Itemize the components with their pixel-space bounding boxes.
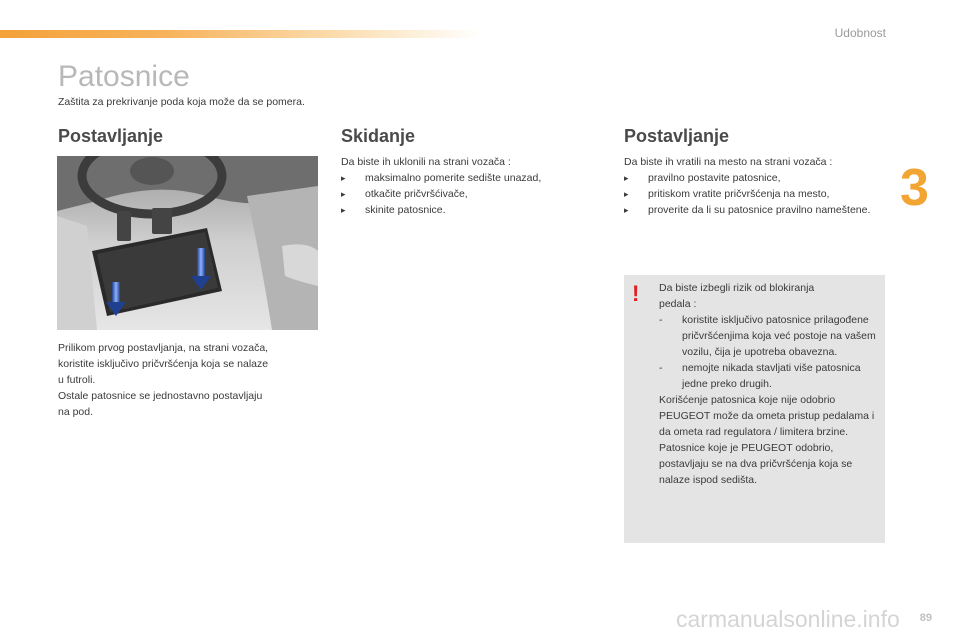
page-subtitle: Zaštita za prekrivanje poda koja može da se pomera. bbox=[58, 96, 305, 108]
warning-paragraph: Korišćenje patosnica koje nije odobrio PEUGEOT može da ometa pristup pedalama i da ometa rad regulatora / limitera brzine. bbox=[659, 394, 875, 438]
list-item: ▸ pritiskom vratite pričvršćenja na mesto, bbox=[624, 188, 830, 200]
page-number: 89 bbox=[919, 612, 932, 624]
text-line: Prilikom prvog postavljanja, na strani vozača, bbox=[58, 342, 269, 354]
removal-heading: Skidanje bbox=[341, 126, 416, 146]
install-heading-right: Postavljanje bbox=[624, 126, 730, 146]
list-item: - nemojte nikada stavljati više patosnica jedne preko drugih. bbox=[659, 362, 861, 390]
list-item: ▸ pravilno postavite patosnice, bbox=[624, 172, 781, 184]
text-line: koristite isključivo pričvršćenja koja se nalaze bbox=[58, 358, 269, 370]
bullet-icon: ▸ bbox=[624, 205, 629, 215]
list-item: ▸ maksimalno pomerite sedište unazad, bbox=[341, 172, 542, 184]
warning-paragraph: Patosnice koje je PEUGEOT odobrio, postavljaju se na dva pričvršćenja koja se nalaze ispod sedišta. bbox=[659, 442, 853, 486]
section-name: Udobnost bbox=[834, 26, 886, 40]
text-line: na pod. bbox=[58, 406, 94, 418]
exclamation-icon: ! bbox=[632, 281, 640, 306]
removal-intro: Da biste ih uklonili na strani vozača : bbox=[341, 156, 511, 168]
text-line: Ostale patosnice se jednostavno postavljaju bbox=[58, 390, 263, 402]
removal-steps-list bbox=[341, 170, 591, 218]
list-item: ▸ proverite da li su patosnice pravilno nameštene. bbox=[624, 204, 871, 216]
install-heading-left: Postavljanje bbox=[58, 126, 164, 146]
text-line: u futroli. bbox=[58, 374, 96, 386]
floor-mat-illustration bbox=[57, 156, 318, 330]
warning-text bbox=[659, 280, 881, 488]
header-accent-bar bbox=[0, 30, 480, 38]
bullet-icon: ▸ bbox=[341, 173, 346, 183]
bullet-icon: ▸ bbox=[624, 189, 629, 199]
bullet-icon: ▸ bbox=[341, 189, 346, 199]
chapter-number: 3 bbox=[900, 159, 929, 217]
text-line: Da biste izbegli rizik od blokiranja bbox=[659, 282, 815, 294]
text-line: pedala : bbox=[659, 298, 697, 310]
list-item: ▸ otkačite pričvršćivače, bbox=[341, 188, 468, 200]
warning-box bbox=[624, 275, 885, 543]
car-interior-floor-mat-photo bbox=[57, 156, 318, 330]
reinstall-intro: Da biste ih vratili na mesto na strani vozača : bbox=[624, 156, 833, 168]
page-title: Patosnice bbox=[58, 60, 190, 93]
list-item: - koristite isključivo patosnice prilagođene pričvršćenjima koja već postoje na vašem vozilu, čija je upotreba obavezna. bbox=[659, 314, 876, 358]
reinstall-steps-list bbox=[624, 170, 879, 218]
bullet-icon: ▸ bbox=[624, 173, 629, 183]
watermark: carmanualsonline.info bbox=[676, 606, 900, 632]
install-instructions-left bbox=[58, 340, 313, 420]
removal-instructions bbox=[341, 154, 591, 218]
list-item: ▸ skinite patosnice. bbox=[341, 204, 446, 216]
reinstall-instructions bbox=[624, 154, 879, 218]
bullet-icon: ▸ bbox=[341, 205, 346, 215]
